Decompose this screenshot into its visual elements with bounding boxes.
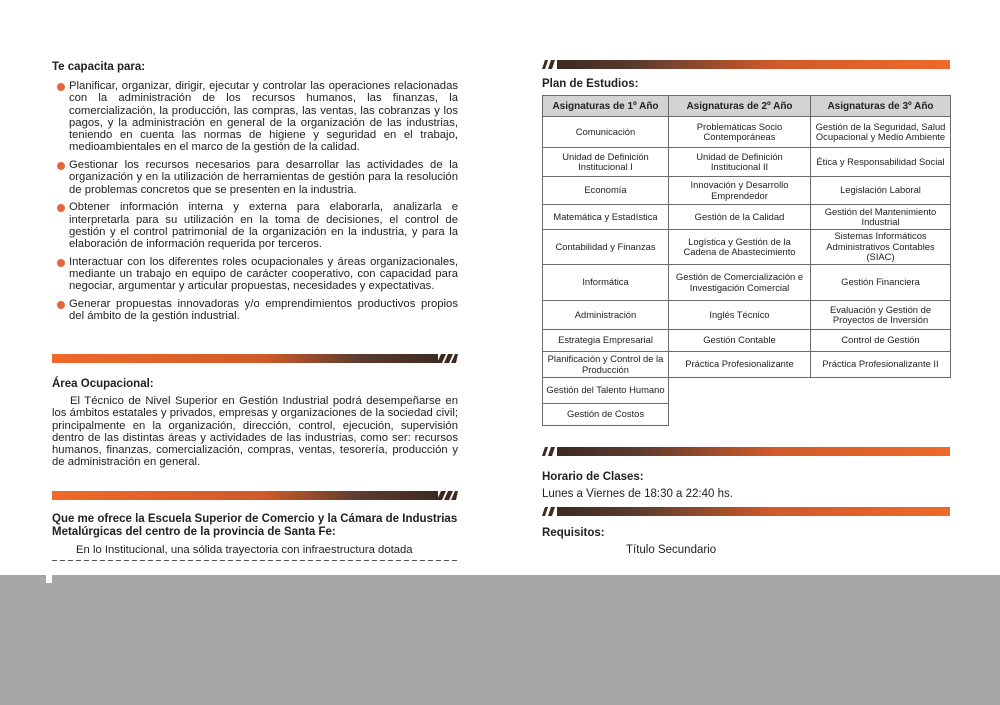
bullet-icon bbox=[57, 259, 65, 267]
plan-row bbox=[543, 205, 951, 230]
capacita-item bbox=[52, 256, 458, 293]
subject-cell-year-2: Gestión de Comercialización e Investigación Comercial bbox=[669, 265, 811, 301]
ofrece-text-continuation bbox=[52, 558, 458, 563]
plan-row bbox=[543, 404, 951, 426]
area-heading: Área Ocupacional: bbox=[52, 378, 154, 390]
plan-row bbox=[543, 330, 951, 352]
plan-row bbox=[543, 117, 951, 148]
subject-cell-year-1: Matemática y Estadística bbox=[543, 205, 669, 230]
subject-cell-year-1: Comunicación bbox=[543, 117, 669, 148]
subject-cell-year-3: Gestión del Mantenimiento Industrial bbox=[811, 205, 951, 230]
subject-cell-year-2: Práctica Profesionalizante bbox=[669, 352, 811, 378]
area-text: El Técnico de Nivel Superior en Gestión Industrial podrá desempeñarse en los ámbitos estatales y privados, empresas y organizaciones de la sociedad civil; principalmente en la organización, dirección, control, ejecución, supervisión dentro de las distintas áreas y actividades de las industrias, como ser: recursos humanos, finanzas, comercialización, compras, ventas, tesorería, producción y de administración en general. bbox=[52, 395, 458, 469]
capacita-item bbox=[52, 80, 458, 154]
capacita-item-text: Obtener información interna y externa para elaborarla, analizarla e interpretarla para su utilización en la toma de decisiones, el control de gestión y el control patrimonial de la organización en la industria, y para la elaboración de información requerida por terceros. bbox=[69, 201, 458, 251]
divider-bar-2 bbox=[52, 491, 458, 500]
plan-row bbox=[543, 378, 951, 404]
header-year-3: Asignaturas de 3º Año bbox=[811, 96, 951, 117]
subject-cell-year-1: Planificación y Control de la Producción bbox=[543, 352, 669, 378]
ofrece-heading: Que me ofrece la Escuela Superior de Comercio y la Cámara de Industrias Metalúrgicas del centro de la provincia de Santa Fe: bbox=[52, 513, 458, 538]
divider-bar-4 bbox=[542, 447, 950, 456]
empty-cell bbox=[669, 378, 811, 404]
horario-text: Lunes a Viernes de 18:30 a 22:40 hs. bbox=[542, 488, 733, 500]
subject-cell-year-2: Innovación y Desarrollo Emprendedor bbox=[669, 177, 811, 205]
capacita-item bbox=[52, 159, 458, 196]
subject-cell-year-1: Unidad de Definición Institucional I bbox=[543, 148, 669, 177]
subject-cell-year-2: Gestión de la Calidad bbox=[669, 205, 811, 230]
plan-heading: Plan de Estudios: bbox=[542, 78, 639, 90]
empty-cell bbox=[811, 404, 951, 426]
plan-row bbox=[543, 265, 951, 301]
plan-row bbox=[543, 148, 951, 177]
grey-footer-area bbox=[0, 575, 1000, 705]
ofrece-text: En lo Institucional, una sólida trayectoria con infraestructura dotada bbox=[76, 544, 413, 556]
plan-table bbox=[542, 95, 951, 426]
subject-cell-year-3: Gestión de la Seguridad, Salud Ocupacional y Medio Ambiente bbox=[811, 117, 951, 148]
divider-bar-1 bbox=[52, 354, 458, 363]
plan-row bbox=[543, 301, 951, 330]
subject-cell-year-3: Ética y Responsabilidad Social bbox=[811, 148, 951, 177]
bullet-icon bbox=[57, 204, 65, 212]
subject-cell-year-1: Estrategia Empresarial bbox=[543, 330, 669, 352]
subject-cell-year-2: Problemáticas Socio Contemporáneas bbox=[669, 117, 811, 148]
plan-row bbox=[543, 177, 951, 205]
bullet-icon bbox=[57, 301, 65, 309]
capacita-heading: Te capacita para: bbox=[52, 61, 146, 73]
subject-cell-year-1: Contabilidad y Finanzas bbox=[543, 230, 669, 265]
subject-cell-year-2: Unidad de Definición Institucional II bbox=[669, 148, 811, 177]
plan-row bbox=[543, 352, 951, 378]
subject-cell-year-2: Inglés Técnico bbox=[669, 301, 811, 330]
empty-cell bbox=[811, 378, 951, 404]
requisitos-heading: Requisitos: bbox=[542, 527, 605, 539]
divider-bar-3 bbox=[542, 60, 950, 69]
subject-cell-year-1: Administración bbox=[543, 301, 669, 330]
subject-cell-year-3: Sistemas Informáticos Administrativos Contables (SIAC) bbox=[811, 230, 951, 265]
header-year-1: Asignaturas de 1º Año bbox=[543, 96, 669, 117]
requisitos-text: Título Secundario bbox=[626, 544, 717, 556]
subject-cell-year-3: Práctica Profesionalizante II bbox=[811, 352, 951, 378]
plan-header-row bbox=[543, 96, 951, 117]
bullet-icon bbox=[57, 162, 65, 170]
empty-cell bbox=[669, 404, 811, 426]
subject-cell-year-3: Evaluación y Gestión de Proyectos de Inversión bbox=[811, 301, 951, 330]
capacita-item-text: Generar propuestas innovadoras y/o emprendimientos productivos propios del ámbito de la gestión industrial. bbox=[69, 297, 458, 323]
subject-cell-year-3: Legislación Laboral bbox=[811, 177, 951, 205]
capacita-item bbox=[52, 201, 458, 250]
subject-cell-year-3: Control de Gestión bbox=[811, 330, 951, 352]
bullet-icon bbox=[57, 83, 65, 91]
subject-cell-year-1: Economía bbox=[543, 177, 669, 205]
subject-cell-year-2: Gestión Contable bbox=[669, 330, 811, 352]
subject-cell-year-3: Gestión Financiera bbox=[811, 265, 951, 301]
capacita-list bbox=[52, 80, 458, 328]
footer-lip bbox=[46, 575, 52, 583]
subject-cell-year-1: Informática bbox=[543, 265, 669, 301]
capacita-item-text: Gestionar los recursos necesarios para desarrollar las actividades de la organización y en la utilización de herramientas de gestión para la resolución de problemas concretos que se presenten en la industria. bbox=[69, 159, 458, 196]
subject-cell-year-2: Logística y Gestión de la Cadena de Abastecimiento bbox=[669, 230, 811, 265]
header-year-2: Asignaturas de 2º Año bbox=[669, 96, 811, 117]
divider-bar-5 bbox=[542, 507, 950, 516]
horario-heading: Horario de Clases: bbox=[542, 471, 644, 483]
capacita-item bbox=[52, 298, 458, 323]
capacita-item-text: Planificar, organizar, dirigir, ejecutar y controlar las operaciones relacionadas con la administración de los recursos humanos, las finanzas, la comercialización, la producción, las compras, las ventas, las cobranzas y los pagos, y la administración en general de la organización de las industrias, teniendo en cuenta las normas de higiene y seguridad en el trabajo, medioambientales en el marco de la gestión de la calidad. bbox=[69, 80, 458, 154]
subject-cell-year-1: Gestión del Talento Humano bbox=[543, 378, 669, 404]
subject-cell-year-1: Gestión de Costos bbox=[543, 404, 669, 426]
capacita-item-text: Interactuar con los diferentes roles ocupacionales y áreas organizacionales, mediante un trabajo en equipo de carácter cooperativo, con capacidad para negociar, argumentar y articular propuestas, necesidades y expectativas. bbox=[69, 255, 458, 293]
plan-row bbox=[543, 230, 951, 265]
